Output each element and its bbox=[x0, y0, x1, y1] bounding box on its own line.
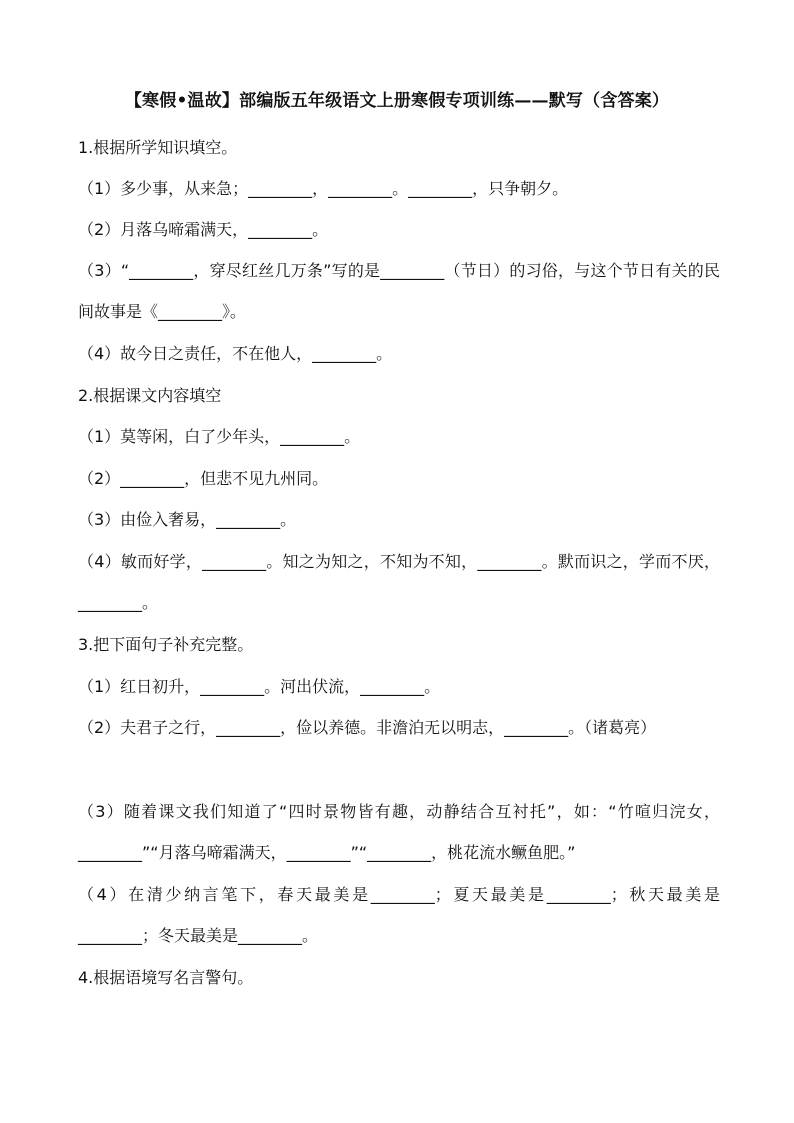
section-1-item-4: （4）故今日之责任，不在他人，________。 bbox=[78, 344, 393, 363]
section-1-heading: 1.根据所学知识填空。 bbox=[78, 138, 238, 157]
section-3-item-2: （2）夫君子之行，________，俭以养德。非澹泊无以明志，________。（诸葛亮） bbox=[78, 718, 657, 737]
section-3-item-4: （4）在清少纳言笔下，春天最美是________；夏天最美是________；秋天最美是________；冬天最美是________。 bbox=[78, 885, 720, 945]
section-3-item-3: （3）随着课文我们知道了“四时景物皆有趣，动静结合互衬托”，如：“竹喧归浣女，________”“月落乌啼霜满天，________”“________，桃花流水鳜鱼肥。” bbox=[78, 802, 720, 862]
section-2-heading: 2.根据课文内容填空 bbox=[78, 386, 222, 405]
section-1-item-2: （2）月落乌啼霜满天，________。 bbox=[78, 220, 329, 239]
section-1-item-1: （1）多少事，从来急；________，________。________，只争朝夕。 bbox=[78, 179, 569, 198]
section-2-item-2: （2）________，但悲不见九州同。 bbox=[78, 469, 329, 488]
section-3-heading: 3.把下面句子补充完整。 bbox=[78, 635, 254, 654]
page-title: 【寒假•温故】部编版五年级语文上册寒假专项训练——默写（含答案） bbox=[124, 91, 670, 111]
section-2-item-4: （4）敏而好学，________。知之为知之，不知为不知，________。默而识之，学而不厌，________。 bbox=[78, 552, 720, 612]
section-1-item-3: （3）“________，穿尽红丝几万条”写的是________（节日）的习俗，与这个节日有关的民间故事是《________》。 bbox=[78, 261, 720, 321]
section-3-item-1: （1）红日初升，________。河出伏流，________。 bbox=[78, 677, 441, 696]
section-4-heading: 4.根据语境写名言警句。 bbox=[78, 968, 254, 987]
section-2-item-1: （1）莫等闲，白了少年头，________。 bbox=[78, 427, 361, 446]
section-2-item-3: （3）由俭入奢易，________。 bbox=[78, 510, 297, 529]
